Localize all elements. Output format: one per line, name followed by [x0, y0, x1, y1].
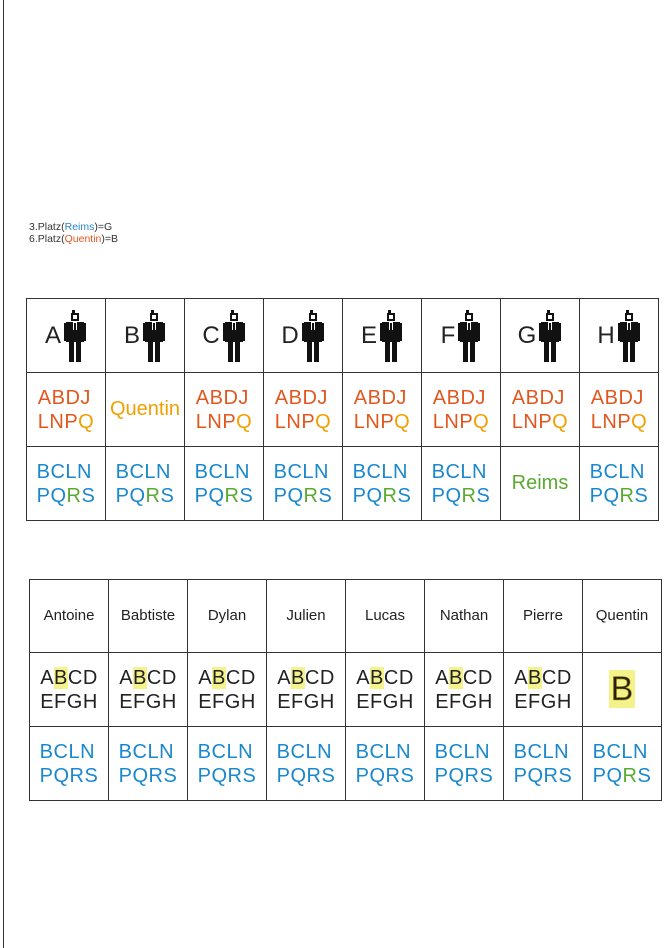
pool-cell [425, 653, 504, 727]
notes [29, 221, 118, 245]
pool-cell [343, 373, 422, 447]
blue-pool: BCLN PQRS [431, 460, 491, 507]
person-figure-icon [379, 308, 403, 364]
pool-cell [501, 373, 580, 447]
pool-cell [267, 727, 346, 801]
pool-cell [106, 447, 185, 521]
pool-cell [264, 373, 343, 447]
blue-pool: BCLN PQRS [118, 740, 178, 787]
header-cell [185, 299, 264, 373]
pool-cell [583, 653, 662, 727]
orange-pool: ABDJ LNPQ [353, 386, 411, 433]
name-cell [30, 580, 109, 653]
pool-cell [580, 373, 659, 447]
name-label: Quentin [595, 607, 649, 624]
pool-cell [501, 447, 580, 521]
orange-pool: ABDJ LNPQ [37, 386, 95, 433]
reims-word: Reims [511, 472, 569, 494]
blue-pool: BCLN PQRS [589, 460, 649, 507]
orange-pool: ABDJ LNPQ [432, 386, 490, 433]
name-label: Pierre [522, 607, 563, 624]
pool-cell [504, 727, 583, 801]
black-pool: ABCD EFGH [119, 666, 177, 713]
name-label: Dylan [207, 607, 247, 624]
name-label: Julien [286, 607, 326, 624]
name-cell [583, 580, 662, 653]
header-letter: D [281, 321, 299, 349]
blue-pool: BCLN PQRS [115, 460, 175, 507]
pool-cell [27, 447, 106, 521]
header-cell [501, 299, 580, 373]
black-pool: ABCD EFGH [435, 666, 493, 713]
person-figure-icon [617, 308, 641, 364]
person-figure-icon [63, 308, 87, 364]
blue-pool: BCLN PQRS [592, 740, 652, 787]
header-letter: E [360, 321, 377, 349]
pool-cell [346, 727, 425, 801]
note-line-1: 3.Platz(Reims)=G [29, 221, 113, 233]
blue-pool: BCLN PQRS [355, 740, 415, 787]
pool-cell [504, 653, 583, 727]
name-cell [109, 580, 188, 653]
header-letter: B [123, 321, 140, 349]
note-line-2: 6.Platz(Quentin)=B [29, 233, 119, 245]
pool-cell [422, 373, 501, 447]
pool-cell [185, 447, 264, 521]
black-pool: ABCD EFGH [198, 666, 256, 713]
header-letter: H [597, 321, 615, 349]
pool-cell [27, 373, 106, 447]
header-cell [264, 299, 343, 373]
header-letter: F [440, 321, 456, 349]
black-pool: ABCD EFGH [514, 666, 572, 713]
name-label: Babtiste [120, 607, 176, 624]
pool-cell [30, 653, 109, 727]
blue-pool: BCLN PQRS [36, 460, 96, 507]
black-pool: ABCD EFGH [277, 666, 335, 713]
pool-cell [188, 653, 267, 727]
pool-cell [267, 653, 346, 727]
name-cell [425, 580, 504, 653]
black-pool: ABCD EFGH [356, 666, 414, 713]
quentin-word: Quentin [109, 398, 181, 420]
blue-pool: BCLN PQRS [273, 460, 333, 507]
orange-pool: ABDJ LNPQ [590, 386, 648, 433]
header-letter: G [517, 321, 537, 349]
name-label: Lucas [364, 607, 406, 624]
pool-cell [580, 447, 659, 521]
header-cell [422, 299, 501, 373]
pool-cell [343, 447, 422, 521]
blue-pool: BCLN PQRS [352, 460, 412, 507]
name-cell [267, 580, 346, 653]
header-letter: A [44, 321, 61, 349]
orange-pool: ABDJ LNPQ [274, 386, 332, 433]
left-border-line [3, 0, 4, 948]
pool-cell [188, 727, 267, 801]
blue-pool: BCLN PQRS [434, 740, 494, 787]
name-cell [346, 580, 425, 653]
blue-pool: BCLN PQRS [513, 740, 573, 787]
pool-cell [346, 653, 425, 727]
header-letter: C [202, 321, 220, 349]
header-cell [27, 299, 106, 373]
pool-cell [422, 447, 501, 521]
person-figure-icon [301, 308, 325, 364]
pool-cell [425, 727, 504, 801]
pool-cell [30, 727, 109, 801]
blue-pool: BCLN PQRS [194, 460, 254, 507]
orange-pool: ABDJ LNPQ [195, 386, 253, 433]
pool-cell [109, 727, 188, 801]
header-cell [580, 299, 659, 373]
person-figure-icon [142, 308, 166, 364]
header-cell [343, 299, 422, 373]
header-cell [106, 299, 185, 373]
name-label: Antoine [43, 607, 95, 624]
pool-cell [185, 373, 264, 447]
pool-cell [109, 653, 188, 727]
orange-pool: ABDJ LNPQ [511, 386, 569, 433]
placement-table [26, 298, 659, 521]
pool-cell [583, 727, 662, 801]
big-letter: B [610, 670, 634, 708]
person-figure-icon [538, 308, 562, 364]
pool-cell [264, 447, 343, 521]
name-cell [504, 580, 583, 653]
blue-pool: BCLN PQRS [276, 740, 336, 787]
person-figure-icon [222, 308, 246, 364]
names-table [29, 579, 662, 801]
name-label: Nathan [439, 607, 489, 624]
blue-pool: BCLN PQRS [197, 740, 257, 787]
person-figure-icon [457, 308, 481, 364]
name-cell [188, 580, 267, 653]
black-pool: ABCD EFGH [40, 666, 98, 713]
pool-cell [106, 373, 185, 447]
blue-pool: BCLN PQRS [39, 740, 99, 787]
